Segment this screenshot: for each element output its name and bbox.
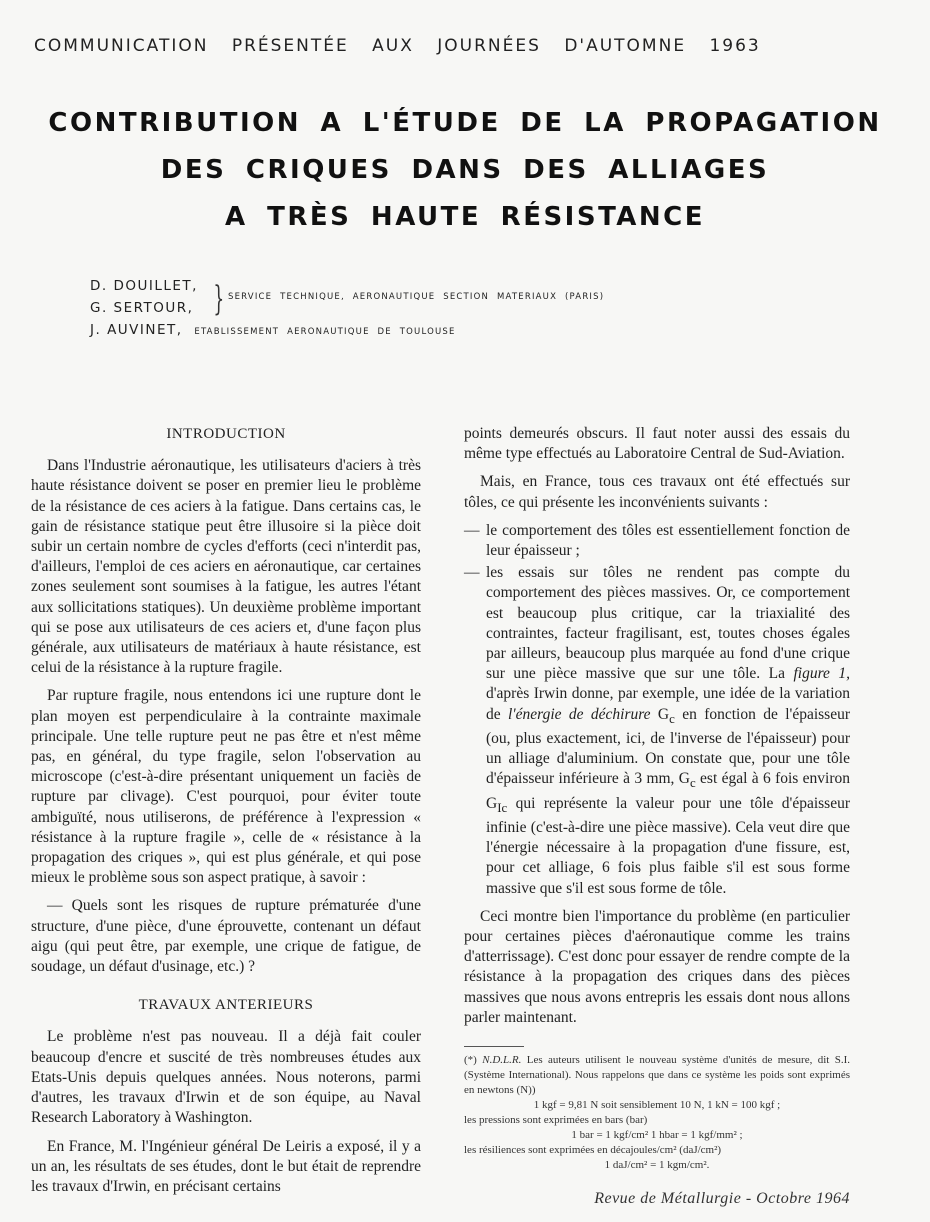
travaux-paragraph-1: Le problème n'est pas nouveau. Il a déjà fait couler beaucoup d'encre et suscité de très nombreuses études aux Etats-Unis depuis quelques années. Nous noterons, parmi d'autres, les travaux d'Irwin et de son équipe, au Naval Research Laboratory à Washington. xyxy=(31,1028,421,1127)
left-column xyxy=(31,424,421,1205)
right-paragraph-1: points demeurés obscurs. Il faut noter aussi des essais du même type effectués au Laboratoire Central de Sud-Aviation. xyxy=(464,425,850,463)
affiliation-toulouse: ETABLISSEMENT AERONAUTIQUE DE TOULOUSE xyxy=(194,327,456,337)
title-line-1: CONTRIBUTION A L'ÉTUDE DE LA PROPAGATION xyxy=(48,108,882,138)
author-auvinet xyxy=(90,322,456,338)
author-douillet: D. DOUILLET, xyxy=(90,278,198,294)
intro-paragraph-1: Dans l'Industrie aéronautique, les utilisateurs d'aciers à très haute résistance doivent se poser en premier lieu le problème de la résistance de ces aciers à la fatigue. Dans certains cas, le gain de résistance statique peut être illusoire si la pièce doit subir un certain nombre de cycles d'efforts (ceci n'interdit pas, d'ailleurs, l'emploi de ces aciers en aéronautique, car certaines zones seulement sont soumises à la fatigue, les autres l'étant aux sollicitations statiques). Un deuxième problème important qui se pose aux utilisateurs de ces aciers et, d'une façon plus générale, aux utilisateurs de matériaux à haute résistance, est celui de la résistance à la rupture fragile. xyxy=(31,457,421,677)
list-item-text-2: les essais sur tôles ne rendent pas compte du comportement des pièces massives. Or, ce comportement est beaucoup plus critique, car la triaxialité des contraintes, facteur fragilisant, est, toutes choses égales par ailleurs, beaucoup plus marquée au fond d'une crique sur une pièce massive que sur une tôle. La figure 1, d'après Irwin donne, par exemple, une idée de la variation de l'énergie de déchirure $G_c$ en fonction de l'épaisseur (ou, plus exactement, ici, de l'inverse de l'épaisseur) pour un alliage d'aluminium. On constate que, pour une tôle d'épaisseur inférieure à 3 mm, $G_c$ est égal à 6 fois environ $G_{Ic}$ qui représente la valeur pour une tôle d'épaisseur infinie (c'est-à-dire une pièce massive). Cela veut dire que l'énergie nécessaire à la propagation d'une fissure, est, pour cet alliage, 6 fois plus faible s'il est sous forme massive que s'il est sous forme de tôle. xyxy=(486,564,851,897)
title-line-2: DES CRIQUES DANS DES ALLIAGES xyxy=(160,155,770,185)
energy-term: l'énergie de déchirure xyxy=(508,705,651,723)
footnote-equation-1: 1 kgf = 9,81 N soit sensiblement 10 N, 1 kN = 100 kgf ; xyxy=(533,1098,781,1111)
footnote-line-2: les pressions sont exprimées en bars (bar) xyxy=(464,1113,648,1126)
list-item xyxy=(464,563,850,899)
dash-bullet: — xyxy=(464,564,480,582)
introduction-heading: INTRODUCTION xyxy=(166,426,286,442)
footnote-equation-3: 1 daJ/cm² = 1 kgm/cm². xyxy=(604,1158,710,1171)
right-column xyxy=(464,424,850,1173)
dash-bullet: — xyxy=(464,521,480,539)
title-line-3: A TRÈS HAUTE RÉSISTANCE xyxy=(224,202,706,232)
footnote-divider xyxy=(464,1046,524,1047)
figure-reference: figure 1, xyxy=(793,665,851,683)
footnote-intro: (*) N.D.L.R. Les auteurs utilisent le nouveau système d'unités de mesure, dit S.I. (Système International). Nous rappelons que dans ce système les poids sont exprimés en newtons (N)) xyxy=(464,1053,851,1096)
travaux-paragraph-2: En France, M. l'Ingénieur général De Leiris a exposé, il y a un an, les résultats de ses études, dont le but était de reprendre les travaux d'Irwin, en précisant certains xyxy=(31,1137,421,1195)
communication-header: COMMUNICATION PRÉSENTÉE AUX JOURNÉES D'AUTOMNE 1963 xyxy=(34,36,761,56)
author-auvinet-name: J. AUVINET, xyxy=(90,322,183,338)
affiliation-stae: SERVICE TECHNIQUE, AERONAUTIQUE SECTION MATERIAUX (PARIS) xyxy=(228,292,605,302)
right-paragraph-2: Mais, en France, tous ces travaux ont été effectués sur tôles, ce qui présente les inconvénients suivants : xyxy=(464,473,850,511)
author-sertour: G. SERTOUR, xyxy=(90,300,194,316)
footnote-equation-2: 1 bar = 1 kgf/cm² 1 hbar = 1 kgf/mm² ; xyxy=(571,1128,743,1141)
brace-icon: } xyxy=(213,279,225,319)
article-title xyxy=(40,100,890,241)
travaux-heading: TRAVAUX ANTERIEURS xyxy=(138,997,314,1014)
intro-paragraph-2: Par rupture fragile, nous entendons ici une rupture dont le plan moyen est perpendiculaire à la contrainte maximale principale. Une telle rupture peut ne pas être et n'est même pas, en général, du type fragile, selon l'observation au microscope (c'est-à-dire présentant uniquement un faciès de rupture par clivage). C'est pourquoi, pour éviter toute ambiguïté, nous utiliserons, de préférence à l'expression « résistance à la rupture fragile », celle de « résistance à la propagation des criques », qui est plus générale, et qui pose mieux le problème sous son aspect pratique, à savoir : xyxy=(31,687,421,887)
list-item-text-1: le comportement des tôles est essentiellement fonction de leur épaisseur ; xyxy=(486,521,850,560)
intro-paragraph-3: — Quels sont les risques de rupture prématurée d'une structure, d'une pièce, d'une éprouvette, contenant un défaut aigu (qui peut être, par exemple, une crique de fatigue, de soudage, un défaut d'usinage, etc.) ? xyxy=(31,897,421,976)
footnote xyxy=(464,1053,850,1173)
journal-footer: Revue de Métallurgie - Octobre 1964 xyxy=(594,1190,850,1207)
footnote-line-3: les résiliences sont exprimées en décajoules/cm² (daJ/cm²) xyxy=(464,1143,722,1156)
right-paragraph-3: Ceci montre bien l'importance du problème (en particulier pour certaines pièces d'aéronautique comme les trains d'atterrissage). C'est donc pour essayer de rendre compte de la résistance à la propagation des criques dans des pièces massives que nous avons entrepris les essais dont nous allons parler maintenant. xyxy=(464,907,850,1026)
list-item xyxy=(464,521,850,561)
